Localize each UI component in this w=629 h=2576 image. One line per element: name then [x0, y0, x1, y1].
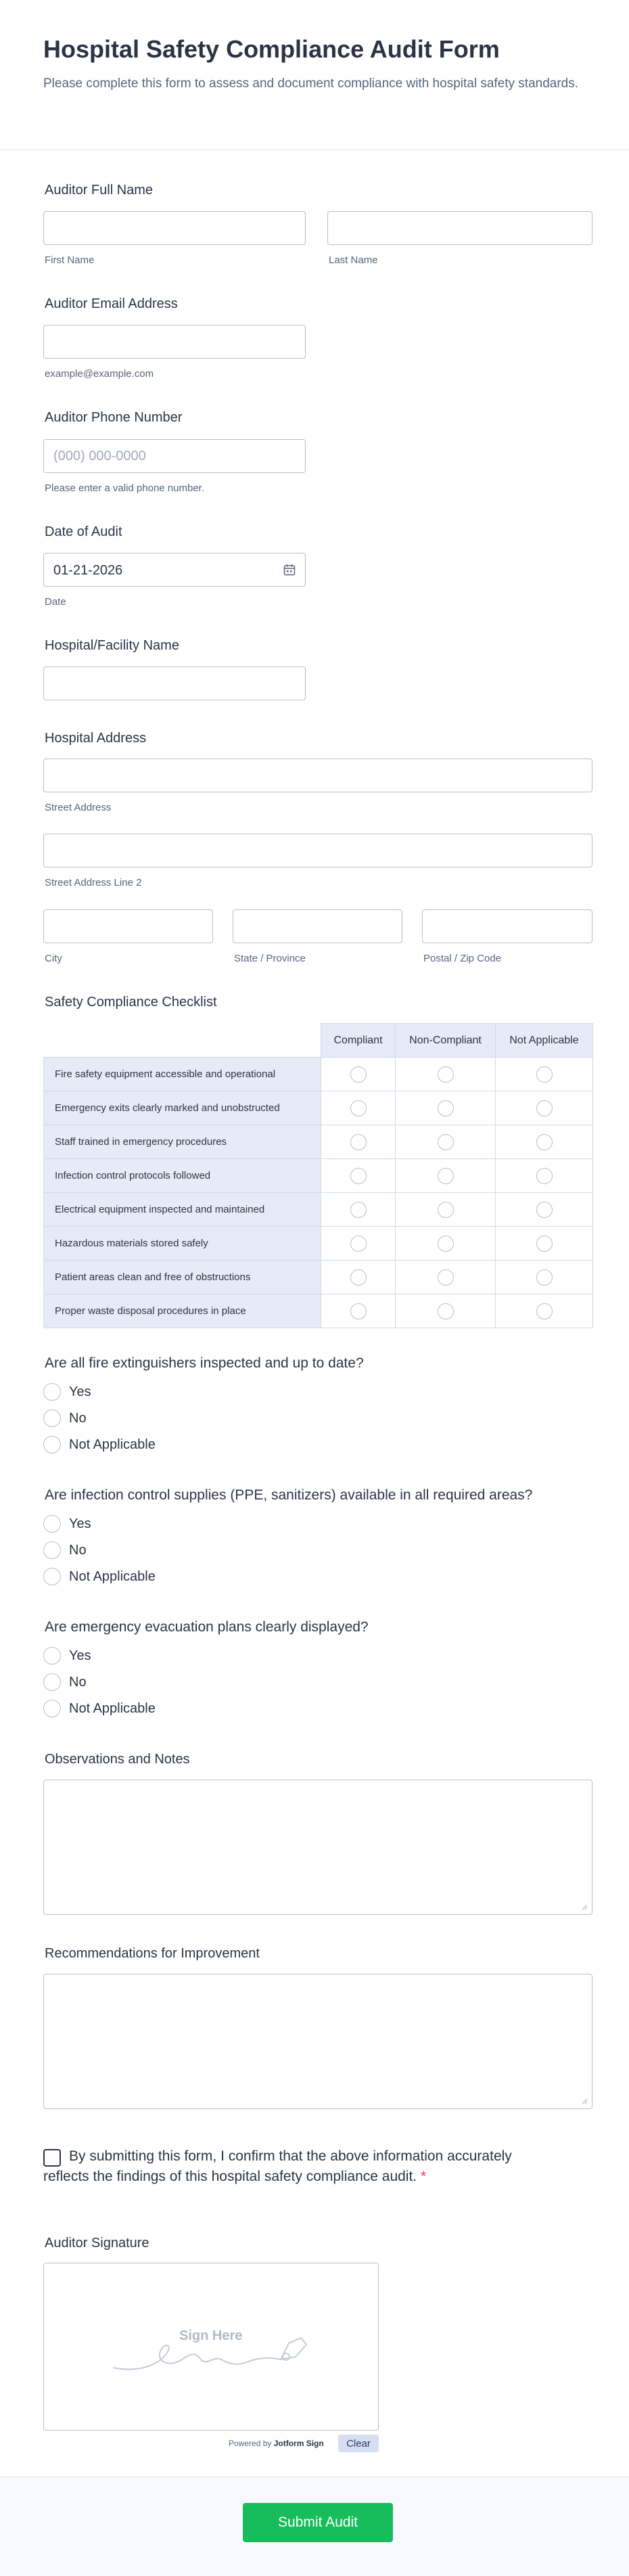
table-row — [44, 1261, 593, 1294]
option-not-applicable[interactable] — [43, 1699, 156, 1718]
state-input[interactable] — [233, 909, 402, 943]
radio-button[interactable] — [43, 1383, 61, 1401]
first-name-input[interactable] — [43, 211, 306, 245]
checklist-matrix — [43, 1023, 593, 1328]
matrix-radio[interactable] — [350, 1100, 367, 1116]
calendar-icon[interactable] — [283, 564, 296, 576]
matrix-radio[interactable] — [536, 1066, 553, 1083]
matrix-radio[interactable] — [536, 1303, 553, 1319]
auditor-phone-label: Auditor Phone Number — [45, 410, 183, 425]
matrix-cell[interactable] — [496, 1091, 593, 1125]
consent-statement: By submitting this form, I confirm that the above information accurately reflects the findings of this hospital safety compliance audit. — [43, 2148, 512, 2184]
observations-textarea[interactable] — [43, 1780, 592, 1915]
radio-button[interactable] — [43, 1515, 61, 1533]
option-label: Not Applicable — [69, 1437, 156, 1452]
email-sublabel: example@example.com — [45, 368, 154, 380]
matrix-cell[interactable] — [396, 1091, 496, 1125]
matrix-radio[interactable] — [536, 1202, 553, 1218]
matrix-cell[interactable] — [396, 1261, 496, 1294]
zip-input[interactable] — [422, 909, 592, 943]
matrix-radio[interactable] — [438, 1168, 454, 1184]
signature-pad[interactable] — [43, 2263, 379, 2431]
option-yes[interactable] — [43, 1382, 91, 1401]
matrix-radio[interactable] — [350, 1134, 367, 1150]
powered-brand: Jotform Sign — [273, 2439, 324, 2448]
option-yes[interactable] — [43, 1514, 91, 1533]
date-input[interactable] — [43, 553, 306, 587]
matrix-radio[interactable] — [536, 1168, 553, 1184]
radio-button[interactable] — [43, 1647, 61, 1665]
powered-by — [229, 2439, 324, 2448]
submit-button[interactable]: Submit Audit — [243, 2503, 393, 2542]
matrix-radio[interactable] — [350, 1202, 367, 1218]
matrix-cell[interactable] — [321, 1159, 396, 1193]
state-sublabel: State / Province — [234, 953, 306, 964]
date-value: 01-21-2026 — [53, 563, 123, 578]
table-row — [44, 1058, 593, 1091]
form-header — [0, 0, 629, 150]
option-yes[interactable] — [43, 1646, 91, 1665]
matrix-corner — [44, 1024, 321, 1058]
first-name-sublabel: First Name — [45, 254, 95, 266]
option-label: No — [69, 1542, 87, 1558]
signature-label: Auditor Signature — [45, 2236, 149, 2251]
radio-button[interactable] — [43, 1673, 61, 1691]
matrix-cell[interactable] — [496, 1125, 593, 1159]
matrix-cell[interactable] — [496, 1227, 593, 1261]
option-no[interactable] — [43, 1541, 87, 1560]
matrix-radio[interactable] — [350, 1303, 367, 1319]
matrix-row-label: Infection control protocols followed — [44, 1159, 321, 1193]
matrix-cell[interactable] — [396, 1193, 496, 1227]
option-label: Not Applicable — [69, 1568, 156, 1584]
form-title: Hospital Safety Compliance Audit Form — [43, 35, 500, 63]
option-not-applicable[interactable] — [43, 1435, 156, 1454]
city-sublabel: City — [45, 953, 62, 964]
consent-text — [43, 2146, 557, 2187]
matrix-cell[interactable] — [496, 1058, 593, 1091]
matrix-cell[interactable] — [496, 1261, 593, 1294]
question-evacuation-plans: Are emergency evacuation plans clearly displayed? — [45, 1619, 369, 1635]
matrix-row-label: Patient areas clean and free of obstructions — [44, 1261, 321, 1294]
question-infection-supplies: Are infection control supplies (PPE, sanitizers) available in all required areas? — [45, 1487, 533, 1503]
option-no[interactable] — [43, 1409, 87, 1428]
date-sublabel: Date — [45, 596, 66, 608]
option-not-applicable[interactable] — [43, 1567, 156, 1586]
table-row — [44, 1091, 593, 1125]
matrix-cell[interactable] — [321, 1091, 396, 1125]
last-name-sublabel: Last Name — [329, 254, 378, 266]
matrix-radio[interactable] — [438, 1202, 454, 1218]
matrix-cell[interactable] — [321, 1125, 396, 1159]
matrix-radio[interactable] — [438, 1303, 454, 1319]
table-row — [44, 1294, 593, 1328]
matrix-cell[interactable] — [496, 1193, 593, 1227]
table-row — [44, 1159, 593, 1193]
question-fire-extinguishers: Are all fire extinguishers inspected and up to date? — [45, 1355, 364, 1371]
clear-signature-button[interactable]: Clear — [338, 2435, 379, 2452]
matrix-radio[interactable] — [536, 1236, 553, 1252]
audit-date-label: Date of Audit — [45, 524, 122, 539]
resize-handle-icon[interactable] — [581, 1903, 588, 1910]
table-row — [44, 1193, 593, 1227]
street-address-line2-sublabel: Street Address Line 2 — [45, 877, 142, 888]
matrix-radio[interactable] — [438, 1236, 454, 1252]
matrix-cell[interactable] — [321, 1261, 396, 1294]
facility-name-label: Hospital/Facility Name — [45, 638, 179, 653]
matrix-cell[interactable] — [321, 1227, 396, 1261]
phone-sublabel: Please enter a valid phone number. — [45, 482, 204, 494]
option-label: Yes — [69, 1648, 91, 1663]
matrix-cell[interactable] — [396, 1159, 496, 1193]
signature-placeholder: Sign Here — [179, 2328, 243, 2343]
hospital-address-label: Hospital Address — [45, 731, 147, 746]
resize-handle-icon[interactable] — [581, 2098, 588, 2104]
column-not-applicable: Not Applicable — [496, 1024, 593, 1058]
form-footer — [0, 2477, 629, 2576]
table-row — [44, 1227, 593, 1261]
column-non-compliant: Non-Compliant — [396, 1024, 496, 1058]
option-label: No — [69, 1410, 87, 1426]
matrix-row-label: Hazardous materials stored safely — [44, 1227, 321, 1261]
matrix-cell[interactable] — [321, 1193, 396, 1227]
matrix-radio[interactable] — [438, 1100, 454, 1116]
matrix-radio[interactable] — [350, 1168, 367, 1184]
radio-button[interactable] — [43, 1700, 61, 1717]
email-input[interactable] — [43, 325, 306, 359]
recommendations-textarea[interactable] — [43, 1974, 592, 2109]
phone-input[interactable] — [43, 439, 306, 473]
table-row — [44, 1125, 593, 1159]
observations-label: Observations and Notes — [45, 1752, 190, 1767]
matrix-radio[interactable] — [536, 1100, 553, 1116]
matrix-row-label: Emergency exits clearly marked and unobstructed — [44, 1091, 321, 1125]
auditor-email-label: Auditor Email Address — [45, 296, 178, 311]
street-address-line2-input[interactable] — [43, 834, 592, 867]
matrix-cell[interactable] — [496, 1294, 593, 1328]
matrix-row-label: Electrical equipment inspected and maintained — [44, 1193, 321, 1227]
matrix-radio[interactable] — [536, 1269, 553, 1286]
form-subtitle: Please complete this form to assess and document compliance with hospital safety standards. — [43, 76, 579, 91]
matrix-radio[interactable] — [350, 1066, 367, 1083]
matrix-radio[interactable] — [350, 1236, 367, 1252]
matrix-row-label: Fire safety equipment accessible and operational — [44, 1058, 321, 1091]
radio-button[interactable] — [43, 1436, 61, 1453]
matrix-cell[interactable] — [396, 1125, 496, 1159]
matrix-cell[interactable] — [321, 1294, 396, 1328]
option-label: No — [69, 1674, 87, 1690]
option-no[interactable] — [43, 1673, 87, 1692]
matrix-cell[interactable] — [396, 1294, 496, 1328]
matrix-cell[interactable] — [496, 1159, 593, 1193]
checklist-label: Safety Compliance Checklist — [45, 995, 217, 1010]
matrix-row-label: Proper waste disposal procedures in place — [44, 1294, 321, 1328]
street-address-sublabel: Street Address — [45, 802, 112, 813]
radio-button[interactable] — [43, 1541, 61, 1559]
street-address-input[interactable] — [43, 759, 592, 792]
auditor-name-label: Auditor Full Name — [45, 183, 154, 198]
matrix-header-row — [44, 1024, 593, 1058]
city-input[interactable] — [43, 909, 213, 943]
zip-sublabel: Postal / Zip Code — [423, 953, 502, 964]
matrix-cell[interactable] — [396, 1227, 496, 1261]
last-name-input[interactable] — [327, 211, 592, 245]
radio-button[interactable] — [43, 1409, 61, 1427]
matrix-row-label: Staff trained in emergency procedures — [44, 1125, 321, 1159]
powered-prefix: Powered by — [229, 2439, 272, 2448]
matrix-radio[interactable] — [438, 1134, 454, 1150]
facility-name-input[interactable] — [43, 666, 306, 700]
required-mark: * — [420, 2169, 427, 2184]
column-compliant: Compliant — [321, 1024, 396, 1058]
matrix-cell[interactable] — [396, 1058, 496, 1091]
radio-button[interactable] — [43, 1568, 61, 1585]
matrix-radio[interactable] — [438, 1269, 454, 1286]
option-label: Not Applicable — [69, 1700, 156, 1716]
option-label: Yes — [69, 1516, 91, 1531]
signature-scribble-icon — [112, 2318, 314, 2385]
matrix-radio[interactable] — [536, 1134, 553, 1150]
matrix-cell[interactable] — [321, 1058, 396, 1091]
matrix-radio[interactable] — [350, 1269, 367, 1286]
option-label: Yes — [69, 1384, 91, 1399]
matrix-radio[interactable] — [438, 1066, 454, 1083]
recommendations-label: Recommendations for Improvement — [45, 1946, 260, 1961]
